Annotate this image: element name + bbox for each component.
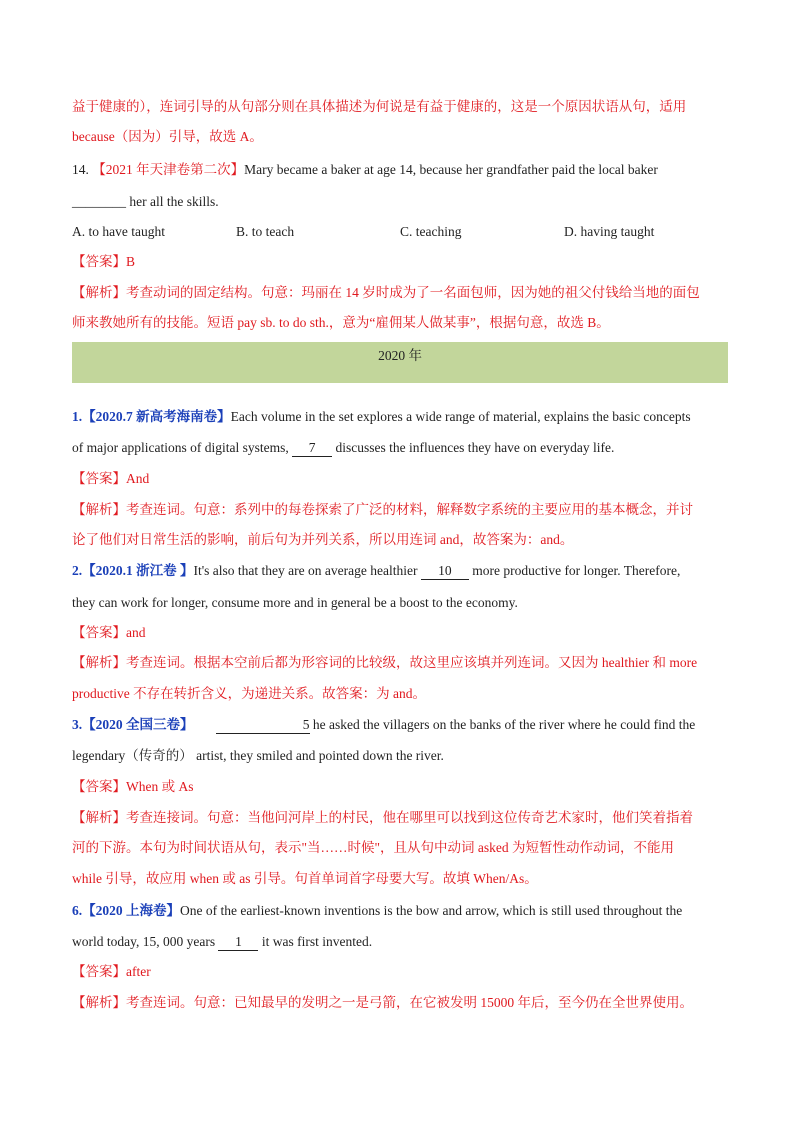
question-number: 14.: [72, 162, 89, 177]
answer-value: And: [126, 471, 150, 486]
answer-blank: ________: [72, 194, 126, 209]
question-text: It's also that they are on average healthier: [193, 563, 421, 578]
question-text: legendary（传奇的） artist, they smiled and pointed down the river.: [72, 748, 444, 763]
question-6-analysis: [72, 993, 693, 1013]
answer-value: after: [126, 964, 151, 979]
analysis-text: 考查连词。句意：已知最早的发明之一是弓箭，在它被发明 15000 年后，至今仍在全世界使用。: [126, 995, 693, 1010]
answer-label: 【答案】: [72, 625, 126, 640]
question-6-stem-cont: [72, 932, 372, 952]
question-6-answer: [72, 962, 151, 982]
question-2-analysis: [72, 653, 697, 673]
question-text: One of the earliest-known inventions is the bow and arrow, which is still used throughout the: [180, 903, 683, 918]
analysis-text: 考查连接词。句意：当他问河岸上的村民，他在哪里可以找到这位传奇艺术家时，他们笑着指着: [126, 810, 693, 825]
question-1-stem-cont: [72, 438, 614, 458]
question-1-stem: [72, 407, 691, 427]
question-text: they can work for longer, consume more and in general be a boost to the economy.: [72, 595, 518, 610]
question-text: Each volume in the set explores a wide range of material, explains the basic concepts: [230, 409, 691, 424]
question-source-tag: 2.【2020.1 浙江卷 】: [72, 563, 194, 578]
analysis-label: 【解析】: [72, 995, 126, 1010]
question-2-stem: [72, 561, 680, 581]
question-text: her all the skills.: [126, 194, 219, 209]
option-d: D. having taught: [564, 224, 655, 239]
analysis-label: 【解析】: [72, 810, 126, 825]
question-14-stem-cont: [72, 192, 219, 212]
analysis-label: 【解析】: [72, 285, 126, 300]
analysis-text: 河的下游。本句为时间状语从句，表示"当……时候"，且从句中动词 asked 为短暂性动作动词，不能用: [72, 840, 675, 855]
answer-blank: 7: [292, 440, 332, 457]
section-banner-title: 2020 年: [378, 348, 422, 363]
question-source-tag: 6.【2020 上海卷】: [72, 903, 180, 918]
question-14-answer: [72, 252, 135, 272]
question-source-tag: 【2021 年天津卷第二次】: [92, 162, 245, 177]
question-text: of major applications of digital systems,: [72, 440, 293, 455]
question-14-stem: [72, 160, 658, 180]
answer-blank: 10: [421, 563, 469, 580]
question-text: discusses the influences they have on everyday life.: [332, 440, 615, 455]
question-text: more productive for longer. Therefore,: [468, 563, 681, 578]
question-source-tag: 3.【2020 全国三卷】: [72, 717, 194, 732]
analysis-text: 论了他们对日常生活的影响，前后句为并列关系，所以用连词 and，故答案为：and。: [72, 532, 574, 547]
answer-label: 【答案】: [72, 964, 126, 979]
answer-value: and: [126, 625, 146, 640]
explanation-line: because（因为）引导，故选 A。: [72, 129, 263, 144]
question-6-stem: [72, 901, 682, 921]
question-2-answer: [72, 623, 146, 643]
option-a: A. to have taught: [72, 224, 165, 239]
answer-blank: 5: [216, 717, 310, 734]
answer-label: 【答案】: [72, 471, 126, 486]
answer-label: 【答案】: [72, 254, 126, 269]
analysis-text: 考查动词的固定结构。句意：玛丽在 14 岁时成为了一名面包师，因为她的祖父付钱给当地的面包: [126, 285, 700, 300]
question-3-answer: [72, 777, 194, 797]
question-text: it was first invented.: [258, 934, 373, 949]
question-1-answer: [72, 469, 149, 489]
question-source-tag: 1.【2020.7 新高考海南卷】: [72, 409, 231, 424]
analysis-text: 考查连词。句意：系列中的每卷探索了广泛的材料，解释数字系统的主要应用的基本概念，并讨: [126, 502, 693, 517]
explanation-line: 益于健康的），连词引导的从句部分则在具体描述为何说是有益于健康的，这是一个原因状语从句，适用: [72, 99, 687, 114]
option-b: B. to teach: [236, 224, 295, 239]
answer-blank: 1: [218, 934, 258, 951]
option-c: C. teaching: [400, 224, 462, 239]
analysis-text: while 引导，故应用 when 或 as 引导。句首单词首字母要大写。故填 When/As。: [72, 871, 538, 886]
question-1-analysis: [72, 500, 693, 520]
answer-label: 【答案】: [72, 779, 126, 794]
question-3-stem: [72, 715, 695, 735]
analysis-text: 师来教她所有的技能。短语 pay sb. to do sth.，意为“雇佣某人做某事”，根据句意，故选 B。: [72, 315, 610, 330]
answer-value: B: [126, 254, 136, 269]
answer-value: When 或 As: [126, 779, 194, 794]
question-3-analysis: [72, 808, 693, 828]
analysis-text: productive 不存在转折含义，为递进关系。故答案：为 and。: [72, 686, 426, 701]
analysis-label: 【解析】: [72, 655, 126, 670]
analysis-label: 【解析】: [72, 502, 126, 517]
question-text: he asked the villagers on the banks of the river where he could find the: [309, 717, 696, 732]
question-14-analysis: [72, 283, 700, 303]
question-text: Mary became a baker at age 14, because her grandfather paid the local baker: [244, 162, 658, 177]
question-text: world today, 15, 000 years: [72, 934, 219, 949]
analysis-text: 考查连词。根据本空前后都为形容词的比较级，故这里应该填并列连词。又因为 healthier 和 more: [126, 655, 698, 670]
